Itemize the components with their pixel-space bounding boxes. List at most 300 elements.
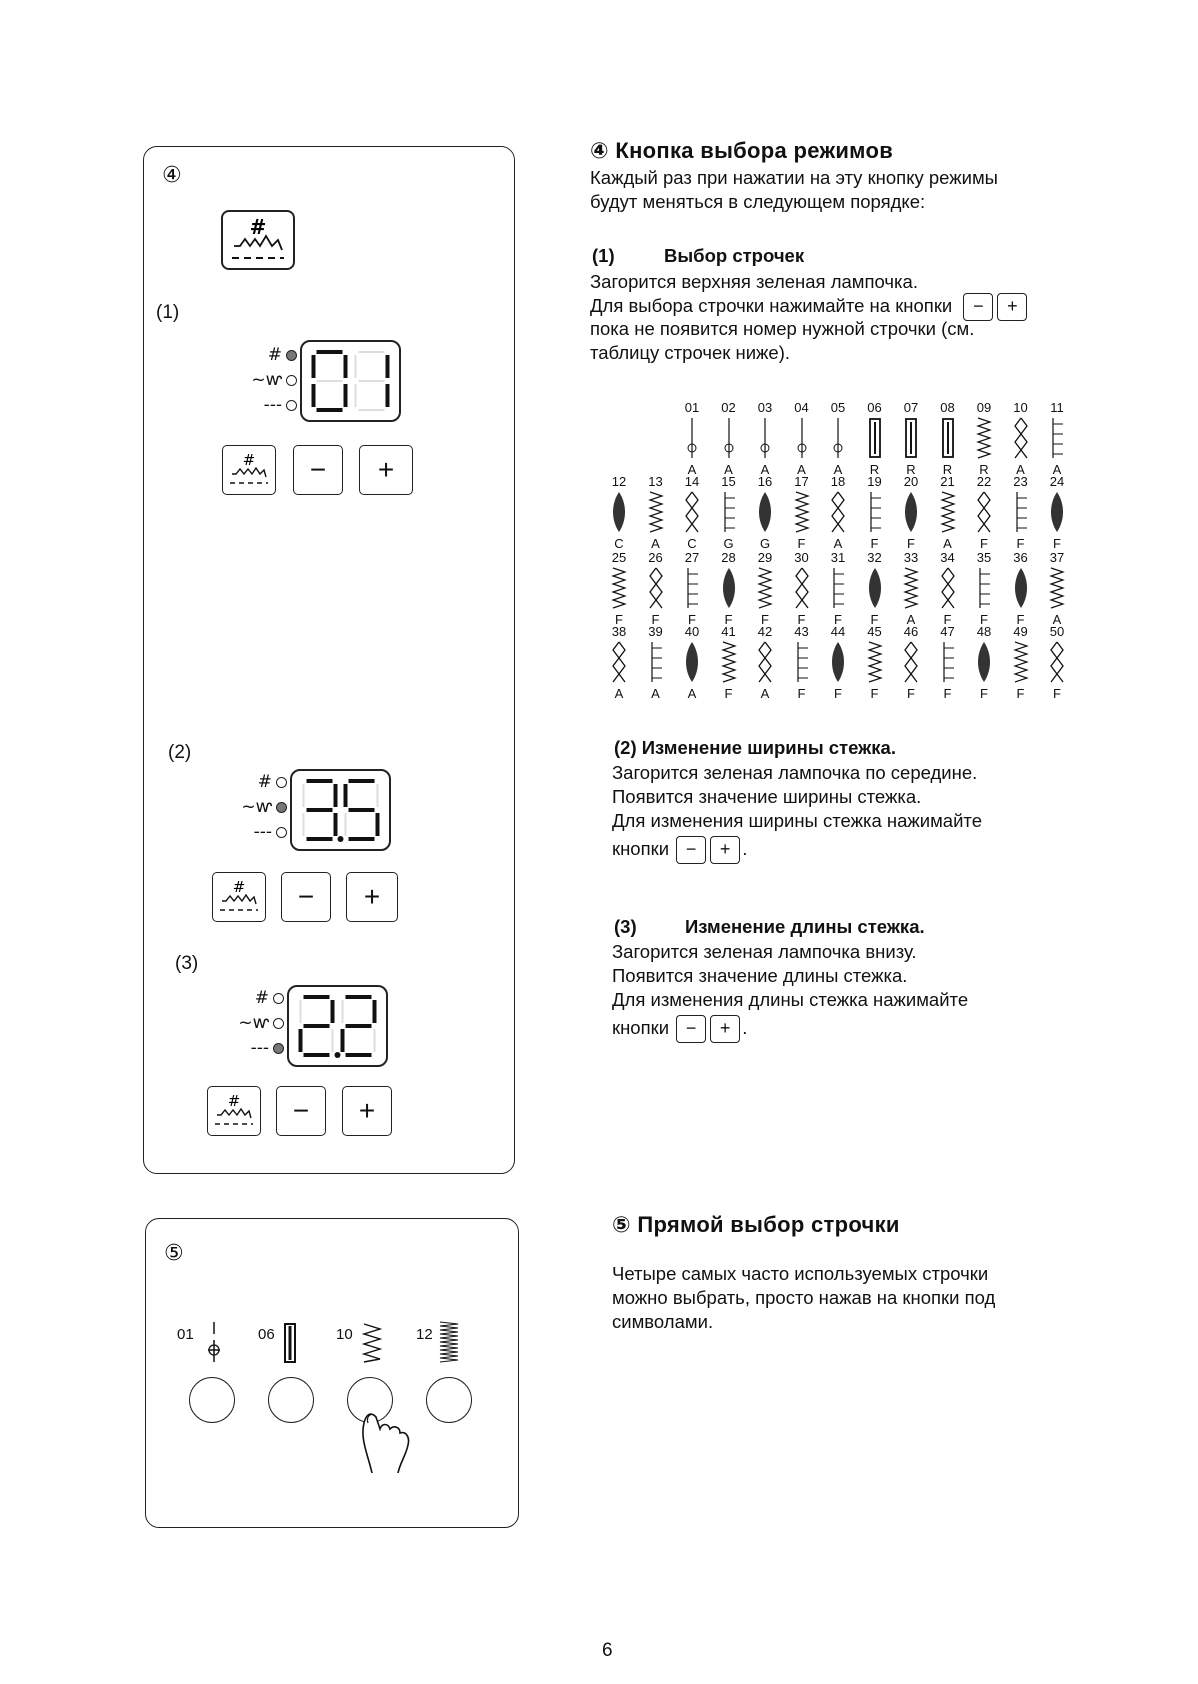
stitch-foot-letter: F (907, 686, 915, 701)
stitch-foot-letter: G (723, 536, 734, 551)
stitch-cell (673, 474, 711, 550)
stitch-foot-letter: F (688, 612, 696, 627)
mode-3-display (287, 985, 388, 1067)
direct-label-06: 06 (258, 1326, 275, 1343)
stitch-glyph-icon (901, 416, 921, 460)
stitch-cell (710, 624, 748, 700)
stitch-cell (783, 400, 821, 476)
stitch-foot-letter: A (724, 462, 733, 477)
stitch-glyph-icon (938, 416, 958, 460)
stitch-foot-letter: A (760, 686, 770, 701)
stitch-number: 19 (867, 474, 882, 489)
indicator-lamp-top (286, 350, 297, 361)
sub-3-line-1: Загорится зеленая лампочка внизу. (612, 941, 917, 962)
stitch-number: 33 (903, 550, 919, 565)
stitch-glyph-icon (609, 640, 629, 684)
stitch-foot-letter: F (615, 612, 623, 627)
decimal-point (335, 1052, 341, 1058)
sub-1-line-1: Загорится верхняя зеленая лампочка. (590, 271, 918, 292)
stitch-cell (637, 474, 675, 550)
stitch-glyph-icon (1011, 566, 1031, 610)
stitch-foot-letter: A (651, 536, 660, 551)
stitch-cell (746, 474, 784, 550)
stitch-number: 27 (684, 550, 700, 565)
mode-button-large[interactable] (221, 210, 295, 270)
direct-select-panel (145, 1218, 519, 1528)
minus-button[interactable]: − (276, 1086, 326, 1136)
mode-3-label: (3) (175, 953, 199, 974)
sub-2-line-4: кнопки − + . (612, 836, 747, 864)
sub-3-line-4-text: кнопки (612, 1016, 670, 1038)
stitch-foot-letter: A (614, 686, 624, 701)
decimal-point (338, 836, 344, 842)
stitch-glyph-icon (901, 566, 921, 610)
stitch-cell (819, 550, 857, 626)
mode-1-indicators (225, 343, 297, 418)
indicator-lamp-middle (286, 375, 297, 386)
direct-button-12[interactable] (426, 1377, 472, 1423)
stitch-cell (965, 624, 1003, 700)
stitch-glyph-icon (682, 490, 702, 534)
stitch-cell (1038, 550, 1076, 626)
sub-2-title: (2) Изменение ширины стежка. (614, 737, 896, 758)
stitch-glyph-icon (646, 566, 666, 610)
sub-3-line-2: Появится значение длины стежка. (612, 965, 908, 986)
stitch-foot-letter: G (759, 536, 771, 551)
stitch-number: 29 (757, 550, 773, 565)
stitch-number: 44 (830, 624, 846, 639)
stitch-foot-letter: F (1053, 536, 1061, 551)
stitch-cell (856, 400, 894, 476)
stitch-glyph-icon (719, 490, 739, 534)
straight-stitch-icon (206, 1320, 222, 1364)
stitch-foot-letter: F (907, 536, 915, 551)
stitch-cell (1002, 400, 1040, 476)
stitch-row (606, 624, 1088, 700)
stitch-cell (1038, 474, 1076, 550)
buttonhole-icon (283, 1322, 297, 1364)
stitch-foot-letter: F (943, 612, 952, 627)
stitch-glyph-icon (755, 416, 775, 460)
stitch-cell (783, 474, 821, 550)
stitch-number: 02 (721, 400, 736, 415)
sub-3-title: Изменение длины стежка. (685, 916, 925, 937)
direct-label-12: 12 (416, 1326, 433, 1343)
triple-zigzag-icon (438, 1320, 460, 1364)
stitch-glyph-icon (938, 490, 958, 534)
stitch-glyph-icon (938, 566, 958, 610)
section-5-title: ⑤ Прямой выбор строчки (612, 1212, 900, 1237)
key-minus: − (676, 836, 706, 864)
stitch-cell (783, 550, 821, 626)
stitch-number: 05 (830, 400, 846, 415)
stitch-cell (673, 400, 711, 476)
stitch-cell (1038, 400, 1076, 476)
stitch-foot-letter: A (687, 686, 697, 701)
stitch-glyph-icon (865, 640, 885, 684)
stitch-cell (746, 624, 784, 700)
zigzag-icon: ~ⱳ (251, 370, 282, 390)
stitch-number: 21 (940, 474, 955, 489)
stitch-number: 48 (976, 624, 992, 639)
stitch-number: 35 (976, 550, 992, 565)
stitch-foot-letter: C (614, 536, 624, 551)
stitch-number: 18 (830, 474, 846, 489)
stitch-number: 31 (830, 550, 846, 565)
stitch-number: 14 (684, 474, 700, 489)
mode-1-digits (302, 342, 399, 420)
stitch-number: 15 (721, 474, 736, 489)
mode-button[interactable] (207, 1086, 261, 1136)
zigzag-icon: ~ⱳ (238, 1013, 269, 1033)
indicator-lamp-bottom (286, 400, 297, 411)
stitch-foot-letter: F (943, 686, 952, 701)
mode-button[interactable] (222, 445, 276, 495)
stitch-glyph-icon (792, 416, 812, 460)
key-plus: + (997, 293, 1027, 321)
sub-2-line-4-text: кнопки (612, 837, 670, 859)
stitch-cell (965, 400, 1003, 476)
plus-button[interactable]: + (359, 445, 413, 495)
stitch-foot-letter: A (687, 462, 697, 477)
stitch-cell (892, 550, 930, 626)
indicator-lamp-middle (276, 802, 287, 813)
stitch-glyph-icon (865, 566, 885, 610)
stitch-number: 01 (684, 400, 700, 415)
indicator-lamp-top (273, 993, 284, 1004)
stitch-glyph-icon (974, 490, 994, 534)
stitch-number: 13 (648, 474, 663, 489)
stitch-foot-letter: A (906, 612, 916, 627)
stitch-foot-letter: R (869, 462, 880, 477)
stitch-cell (1002, 474, 1040, 550)
sub-2-line-3: Для изменения ширины стежка нажимайте (612, 810, 982, 831)
stitch-foot-letter: F (724, 612, 733, 627)
stitch-foot-letter: F (834, 612, 842, 627)
key-minus: − (676, 1015, 706, 1043)
indicator-lamp-top (276, 777, 287, 788)
section-4-title: ④ Кнопка выбора режимов (590, 138, 894, 163)
stitch-row (606, 474, 1088, 550)
stitch-glyph-icon (938, 640, 958, 684)
page-number: 6 (602, 1640, 613, 1661)
stitch-glyph-icon (1011, 416, 1031, 460)
stitch-cell (892, 400, 930, 476)
stitch-glyph-icon (646, 490, 666, 534)
section-4-intro-1: Каждый раз при нажатии на эту кнопку режимы (590, 167, 998, 188)
stitch-cell (637, 624, 675, 700)
stitch-number: 39 (648, 624, 663, 639)
indicator-lamp-bottom (276, 827, 287, 838)
stitch-glyph-icon (1047, 640, 1067, 684)
stitch-glyph-icon (865, 416, 885, 460)
stitch-cell (783, 624, 821, 700)
stitch-number: 46 (903, 624, 919, 639)
stitch-cell (856, 624, 894, 700)
stitch-number: 28 (721, 550, 736, 565)
stitch-cell (892, 624, 930, 700)
stitch-glyph-icon (792, 640, 812, 684)
panel-marker-4: ④ (162, 163, 182, 188)
stitch-cell (710, 400, 748, 476)
stitch-number: 04 (794, 400, 809, 415)
stitch-number: 32 (867, 550, 882, 565)
mode-1-label: (1) (156, 302, 180, 323)
stitch-foot-letter: F (724, 686, 733, 701)
mode-3-digits (289, 987, 386, 1065)
stitch-cell (600, 550, 638, 626)
stitch-foot-letter: F (761, 612, 769, 627)
stitch-foot-letter: A (651, 686, 660, 701)
stitch-glyph-icon (1011, 640, 1031, 684)
stitch-number: 23 (1013, 474, 1028, 489)
stitch-number: 42 (757, 624, 773, 639)
stitch-number: 24 (1049, 474, 1065, 489)
mode-2-indicators (215, 770, 287, 845)
stitch-number: 09 (976, 400, 992, 415)
stitch-foot-letter: F (651, 612, 660, 627)
stitch-foot-letter: A (760, 462, 770, 477)
stitch-cell (929, 474, 967, 550)
stitch-foot-letter: A (1052, 462, 1062, 477)
zigzag-icon: ~ⱳ (241, 797, 272, 817)
mode-2-digits (292, 771, 389, 849)
stitch-cell (600, 624, 638, 700)
stitch-glyph-icon (646, 640, 666, 684)
stitch-glyph-icon (828, 566, 848, 610)
stitch-cell (819, 474, 857, 550)
key-plus: + (710, 1015, 740, 1043)
key-minus: − (963, 293, 993, 321)
stitch-foot-letter: F (1016, 686, 1025, 701)
indicator-lamp-bottom (273, 1043, 284, 1054)
direct-button-01[interactable] (189, 1377, 235, 1423)
stitch-number: 16 (757, 474, 773, 489)
mode-symbol-icon (216, 877, 262, 917)
stitch-foot-letter: F (797, 686, 806, 701)
stitch-number: 08 (940, 400, 955, 415)
stitch-glyph-icon (719, 416, 739, 460)
stitch-number: 17 (794, 474, 809, 489)
stitch-number: 43 (794, 624, 809, 639)
stitch-cell (929, 550, 967, 626)
hash-icon: # (254, 988, 269, 1008)
stitch-foot-letter: A (1052, 612, 1062, 627)
stitch-number: 34 (940, 550, 955, 565)
svg-text:#: # (242, 451, 256, 469)
hash-icon: # (267, 345, 282, 365)
stitch-glyph-icon (828, 416, 848, 460)
stitch-glyph-icon (901, 490, 921, 534)
stitch-glyph-icon (974, 640, 994, 684)
plus-button[interactable]: + (346, 872, 398, 922)
stitch-glyph-icon (1047, 416, 1067, 460)
stitch-glyph-icon (974, 416, 994, 460)
sub-1-line-2-text: Для выбора строчки нажимайте на кнопки (590, 294, 953, 316)
hash-icon: # (257, 772, 272, 792)
stitch-cell (1002, 550, 1040, 626)
section-5-line-2: можно выбрать, просто нажав на кнопки под (612, 1287, 996, 1308)
stitch-number: 26 (648, 550, 663, 565)
mode-symbol-icon (211, 1091, 257, 1131)
stitch-glyph-icon (901, 640, 921, 684)
stitch-number: 45 (867, 624, 882, 639)
panel-marker-5: ⑤ (164, 1241, 184, 1266)
section-5-line-1: Четыре самых часто используемых строчки (612, 1263, 989, 1284)
sub-2-line-1: Загорится зеленая лампочка по середине. (612, 762, 978, 783)
stitch-glyph-icon (682, 416, 702, 460)
stitch-foot-letter: F (870, 536, 879, 551)
stitch-cell (746, 550, 784, 626)
stitch-cell (600, 474, 638, 550)
stitch-number: 03 (757, 400, 773, 415)
stitch-glyph-icon (755, 566, 775, 610)
plus-button[interactable]: + (342, 1086, 392, 1136)
stitch-glyph-icon (792, 566, 812, 610)
stitch-number: 10 (1013, 400, 1028, 415)
stitch-number: 41 (721, 624, 736, 639)
stitch-glyph-icon (828, 490, 848, 534)
stitch-glyph-icon (1047, 566, 1067, 610)
stitch-foot-letter: A (1016, 462, 1025, 477)
stitch-cell (1002, 624, 1040, 700)
stitch-cell (929, 624, 967, 700)
sub-1-number: (1) (592, 245, 615, 266)
mode-symbol-icon (226, 214, 290, 266)
stitch-glyph-icon (1011, 490, 1031, 534)
stitch-cell (929, 400, 967, 476)
sub-3-number: (3) (614, 916, 637, 937)
stitch-foot-letter: F (980, 686, 988, 701)
stitch-foot-letter: F (870, 686, 879, 701)
stitch-foot-letter: R (906, 462, 916, 477)
stitch-foot-letter: F (980, 536, 988, 551)
sub-3-line-3: Для изменения длины стежка нажимайте (612, 989, 969, 1010)
zigzag-stitch-icon (362, 1322, 382, 1364)
mode-1-display (300, 340, 401, 422)
stitch-number: 37 (1049, 550, 1065, 565)
stitch-foot-letter: F (1016, 612, 1025, 627)
dash-icon: --- (253, 822, 272, 842)
stitch-cell (965, 474, 1003, 550)
mode-2-display (290, 769, 391, 851)
stitch-glyph-icon (865, 490, 885, 534)
direct-label-01: 01 (177, 1326, 194, 1343)
stitch-cell (1038, 624, 1076, 700)
stitch-glyph-icon (609, 566, 629, 610)
mode-2-label: (2) (168, 742, 192, 763)
mode-3-indicators (212, 986, 284, 1061)
direct-label-10: 10 (336, 1326, 353, 1343)
stitch-number: 47 (940, 624, 955, 639)
stitch-foot-letter: F (797, 612, 806, 627)
svg-text:#: # (227, 1092, 241, 1110)
stitch-number: 25 (611, 550, 627, 565)
stitch-cell (965, 550, 1003, 626)
stitch-row (606, 400, 1088, 476)
minus-button[interactable]: − (293, 445, 343, 495)
stitch-number: 12 (611, 474, 627, 489)
sub-1-line-3: пока не появится номер нужной строчки (см. (590, 318, 975, 339)
stitch-glyph-icon (682, 640, 702, 684)
stitch-number: 11 (1050, 400, 1064, 415)
sub-3-line-4: кнопки − + . (612, 1015, 747, 1043)
stitch-glyph-icon (792, 490, 812, 534)
stitch-foot-letter: A (797, 462, 806, 477)
stitch-glyph-icon (682, 566, 702, 610)
stitch-number: 20 (903, 474, 919, 489)
stitch-glyph-icon (1047, 490, 1067, 534)
stitch-cell (673, 624, 711, 700)
stitch-glyph-icon (828, 640, 848, 684)
stitch-foot-letter: F (1053, 686, 1061, 701)
stitch-number: 22 (976, 474, 992, 489)
stitch-foot-letter: F (834, 686, 842, 701)
stitch-number: 06 (867, 400, 882, 415)
sub-1-line-4: таблицу строчек ниже). (590, 342, 791, 363)
stitch-foot-letter: F (980, 612, 988, 627)
minus-button[interactable]: − (281, 872, 331, 922)
dash-icon: --- (263, 395, 282, 415)
stitch-foot-letter: F (1016, 536, 1025, 551)
stitch-cell (673, 550, 711, 626)
mode-symbol-icon (226, 450, 272, 490)
stitch-foot-letter: A (943, 536, 952, 551)
svg-text:#: # (249, 215, 267, 239)
dash-icon: --- (250, 1038, 269, 1058)
stitch-number: 07 (903, 400, 919, 415)
stitch-foot-letter: F (797, 536, 806, 551)
stitch-cell (856, 474, 894, 550)
stitch-glyph-icon (609, 490, 629, 534)
stitch-cell (746, 400, 784, 476)
sub-1-title: Выбор строчек (664, 245, 805, 266)
stitch-number: 40 (684, 624, 700, 639)
key-plus: + (710, 836, 740, 864)
stitch-glyph-icon (755, 490, 775, 534)
stitch-cell (819, 400, 857, 476)
stitch-glyph-icon (755, 640, 775, 684)
stitch-glyph-icon (719, 640, 739, 684)
direct-button-06[interactable] (268, 1377, 314, 1423)
stitch-cell (892, 474, 930, 550)
section-4-intro-2: будут меняться в следующем порядке: (590, 191, 926, 212)
svg-text:#: # (232, 878, 246, 896)
sub-2-line-2: Появится значение ширины стежка. (612, 786, 922, 807)
indicator-lamp-middle (273, 1018, 284, 1029)
stitch-cell (819, 624, 857, 700)
finger-press-icon (350, 1395, 420, 1475)
stitch-foot-letter: R (979, 462, 989, 477)
stitch-cell (637, 550, 675, 626)
section-5-line-3: символами. (612, 1311, 714, 1332)
stitch-cell (856, 550, 894, 626)
stitch-number: 49 (1013, 624, 1028, 639)
stitch-glyph-icon (974, 566, 994, 610)
stitch-number: 50 (1049, 624, 1065, 639)
stitch-cell (710, 474, 748, 550)
stitch-number: 30 (794, 550, 809, 565)
mode-button[interactable] (212, 872, 266, 922)
stitch-number: 38 (611, 624, 627, 639)
stitch-foot-letter: A (833, 462, 843, 477)
stitch-foot-letter: R (942, 462, 953, 477)
stitch-foot-letter: C (687, 536, 697, 551)
stitch-cell (710, 550, 748, 626)
stitch-number: 36 (1013, 550, 1028, 565)
stitch-foot-letter: F (870, 612, 879, 627)
stitch-row (606, 550, 1088, 626)
